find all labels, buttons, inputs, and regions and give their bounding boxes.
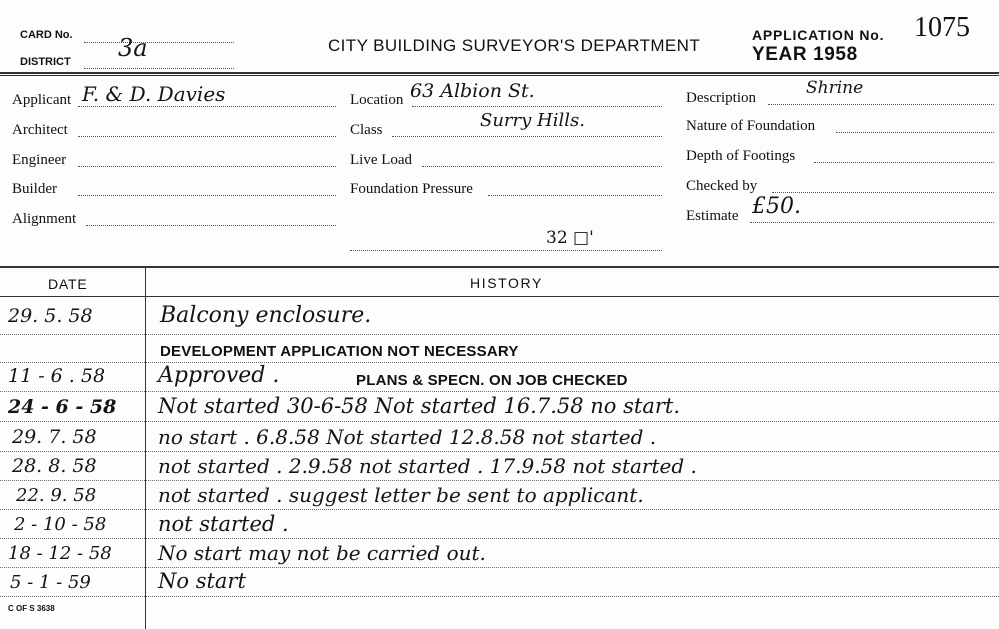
location-dotted-line	[412, 106, 662, 107]
checked-dotted-line	[772, 192, 994, 193]
row-line-7	[0, 509, 999, 510]
history-entry-typed: DEVELOPMENT APPLICATION NOT NECESSARY	[160, 343, 519, 360]
row-line-4	[0, 421, 999, 422]
history-date: 22. 9. 58	[16, 485, 97, 506]
table-header-rule	[0, 296, 999, 297]
foundation-pressure-dotted-line	[488, 195, 662, 196]
architect-dotted-line	[78, 136, 336, 137]
engineer-dotted-line	[78, 166, 336, 167]
header-top-rule	[0, 72, 999, 74]
builder-dotted-line	[78, 195, 336, 196]
nature-dotted-line	[836, 132, 994, 133]
date-header: DATE	[48, 276, 88, 292]
history-entry: Approved .	[158, 363, 280, 388]
history-date: 28. 8. 58	[12, 455, 97, 477]
depth-of-footings-label: Depth of Footings	[686, 148, 796, 164]
year-label: YEAR 1958	[752, 44, 858, 65]
history-entry: Not started 30-6-58 Not started 16.7.58 no start.	[158, 394, 681, 418]
row-line-8	[0, 538, 999, 539]
history-header: HISTORY	[470, 275, 543, 291]
header-top-rule-2	[0, 75, 999, 76]
estimate-label: Estimate	[686, 208, 739, 224]
description-value: Shrine	[806, 78, 864, 98]
class-label: Class	[350, 122, 383, 138]
history-date: 24 - 6 - 58	[8, 396, 117, 418]
history-entry: no start . 6.8.58 Not started 12.8.58 not started .	[158, 425, 657, 449]
checked-by-label: Checked by	[686, 178, 758, 194]
history-entry: not started . 2.9.58 not started . 17.9.58 not started .	[158, 454, 697, 478]
table-top-rule	[0, 266, 999, 268]
nature-of-foundation-label: Nature of Foundation	[686, 118, 816, 134]
history-date: 29. 5. 58	[8, 305, 93, 327]
row-line-9	[0, 567, 999, 568]
depth-dotted-line	[814, 162, 994, 163]
alignment-dotted-line	[86, 225, 336, 226]
application-no-label: APPLICATION No.	[752, 27, 885, 43]
form-code: C OF S 3638	[8, 604, 55, 613]
estimate-value: £50.	[752, 194, 801, 219]
row-line-5	[0, 451, 999, 452]
card-no-value: 3a	[118, 34, 148, 62]
engineer-label: Engineer	[12, 152, 67, 168]
builder-label: Builder	[12, 181, 57, 197]
card-no-dotted-line	[84, 42, 234, 43]
row-line-6	[0, 480, 999, 481]
row-line-3	[0, 391, 999, 392]
history-entry: No start	[158, 569, 246, 593]
estimate-dotted-line	[750, 222, 994, 223]
history-entry: not started . suggest letter be sent to applicant.	[158, 483, 644, 507]
history-date: 11 - 6 . 58	[8, 365, 106, 387]
live-load-label: Live Load	[350, 152, 413, 168]
row-line-2	[0, 362, 999, 363]
location-value: 63 Albion St.	[410, 80, 535, 102]
history-entry: Balcony enclosure.	[160, 303, 372, 328]
application-number: 1075	[914, 12, 970, 43]
history-date: 29. 7. 58	[12, 426, 97, 448]
history-date: 5 - 1 - 59	[10, 572, 91, 593]
description-dotted-line	[768, 104, 994, 105]
area-value: 32 □'	[546, 228, 594, 248]
row-line-10	[0, 596, 999, 597]
history-date: 18 - 12 - 58	[8, 543, 112, 564]
history-entry: not started .	[158, 512, 289, 536]
location-label: Location	[350, 92, 404, 108]
description-label: Description	[686, 90, 756, 106]
history-entry: No start may not be carried out.	[158, 541, 486, 565]
applicant-dotted-line	[78, 106, 336, 107]
department-title: CITY BUILDING SURVEYOR'S DEPARTMENT	[328, 36, 701, 55]
table-date-divider	[145, 268, 146, 629]
district-label: DISTRICT	[20, 56, 71, 68]
card-no-label: CARD No.	[20, 29, 73, 41]
class-value: Surry Hills.	[480, 110, 585, 131]
applicant-value: F. & D. Davies	[82, 82, 226, 106]
live-load-dotted-line	[422, 166, 662, 167]
alignment-label: Alignment	[12, 211, 77, 227]
applicant-label: Applicant	[12, 92, 72, 108]
district-dotted-line	[84, 68, 234, 69]
architect-label: Architect	[12, 122, 68, 138]
plans-checked-stamp: PLANS & SPECN. ON JOB CHECKED	[356, 372, 628, 389]
alignment-extension-line	[350, 250, 662, 251]
foundation-pressure-label: Foundation Pressure	[350, 181, 473, 197]
class-dotted-line	[392, 136, 662, 137]
history-date: 2 - 10 - 58	[14, 514, 107, 535]
row-line-1	[0, 334, 999, 335]
